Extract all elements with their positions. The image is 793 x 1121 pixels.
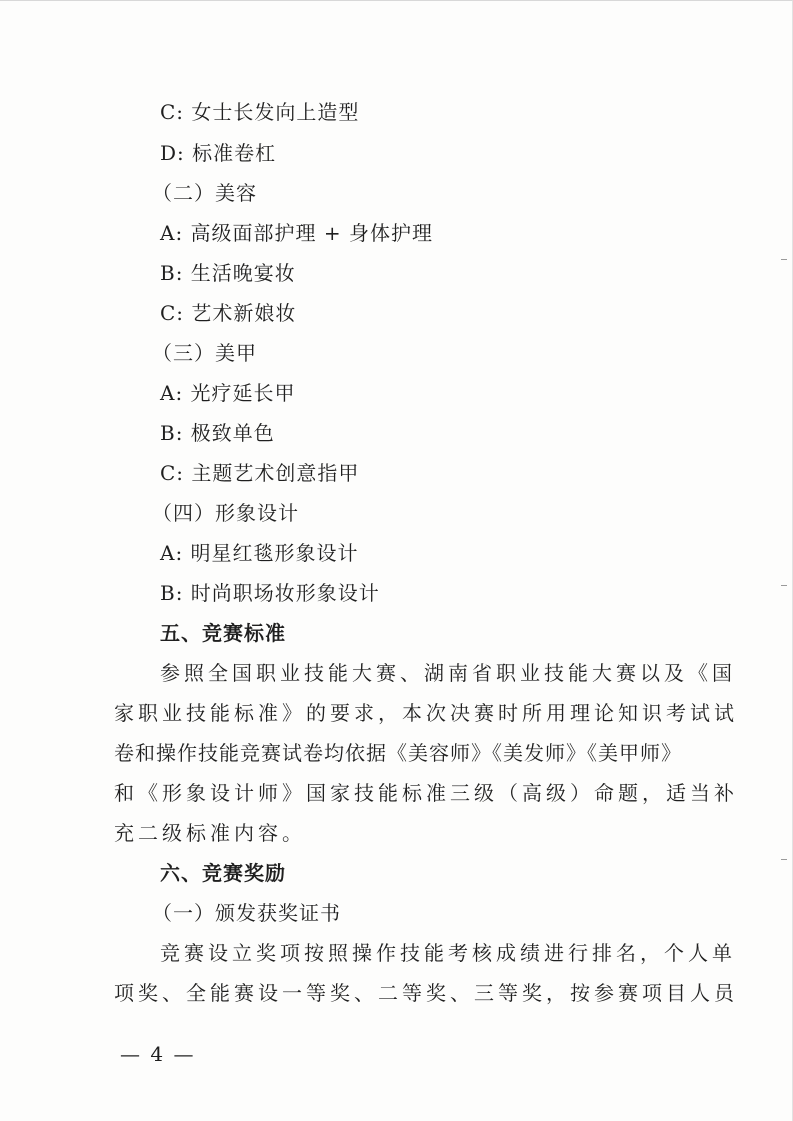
list-item: D: 标准卷杠 (160, 141, 277, 165)
subsection-heading: （一）颁发获奖证书 (152, 901, 341, 925)
subsection-heading: （二）美容 (152, 181, 257, 205)
list-item: C: 主题艺术创意指甲 (160, 461, 360, 485)
paragraph-line: 项奖、全能赛设一等奖、二等奖、三等奖，按参赛项目人员 (114, 981, 738, 1005)
page-number: — 4 — (120, 1042, 196, 1066)
paragraph-line: 和《形象设计师》国家技能标准三级（高级）命题，适当补 (114, 781, 738, 805)
list-item: A: 光疗延长甲 (160, 381, 296, 405)
list-item: C: 艺术新娘妆 (160, 301, 297, 325)
scan-mark (781, 859, 787, 860)
section-heading-awards: 六、竞赛奖励 (160, 861, 286, 885)
paragraph-line: 充二级标准内容。 (114, 821, 306, 845)
section-heading-standards: 五、竞赛标准 (160, 621, 286, 645)
list-item: B: 极致单色 (160, 421, 275, 445)
paragraph-line: 家职业技能标准》的要求，本次决赛时所用理论知识考试试 (114, 701, 738, 725)
subsection-heading: （三）美甲 (152, 341, 257, 365)
paragraph-line: 参照全国职业技能大赛、湖南省职业技能大赛以及《国 (160, 661, 736, 685)
scan-mark (781, 259, 787, 260)
list-item: A: 明星红毯形象设计 (160, 541, 359, 565)
list-item: B: 时尚职场妆形象设计 (160, 581, 380, 605)
list-item: C: 女士长发向上造型 (160, 100, 360, 124)
list-item: B: 生活晚宴妆 (160, 261, 296, 285)
paragraph-line: 卷和操作技能竞赛试卷均依据《美容师》《美发师》《美甲师》 (114, 741, 682, 765)
subsection-heading: （四）形象设计 (152, 501, 299, 525)
paragraph-line: 竞赛设立奖项按照操作技能考核成绩进行排名，个人单 (160, 941, 736, 965)
scan-mark (781, 585, 787, 586)
list-item: A: 高级面部护理 + 身体护理 (160, 221, 434, 245)
